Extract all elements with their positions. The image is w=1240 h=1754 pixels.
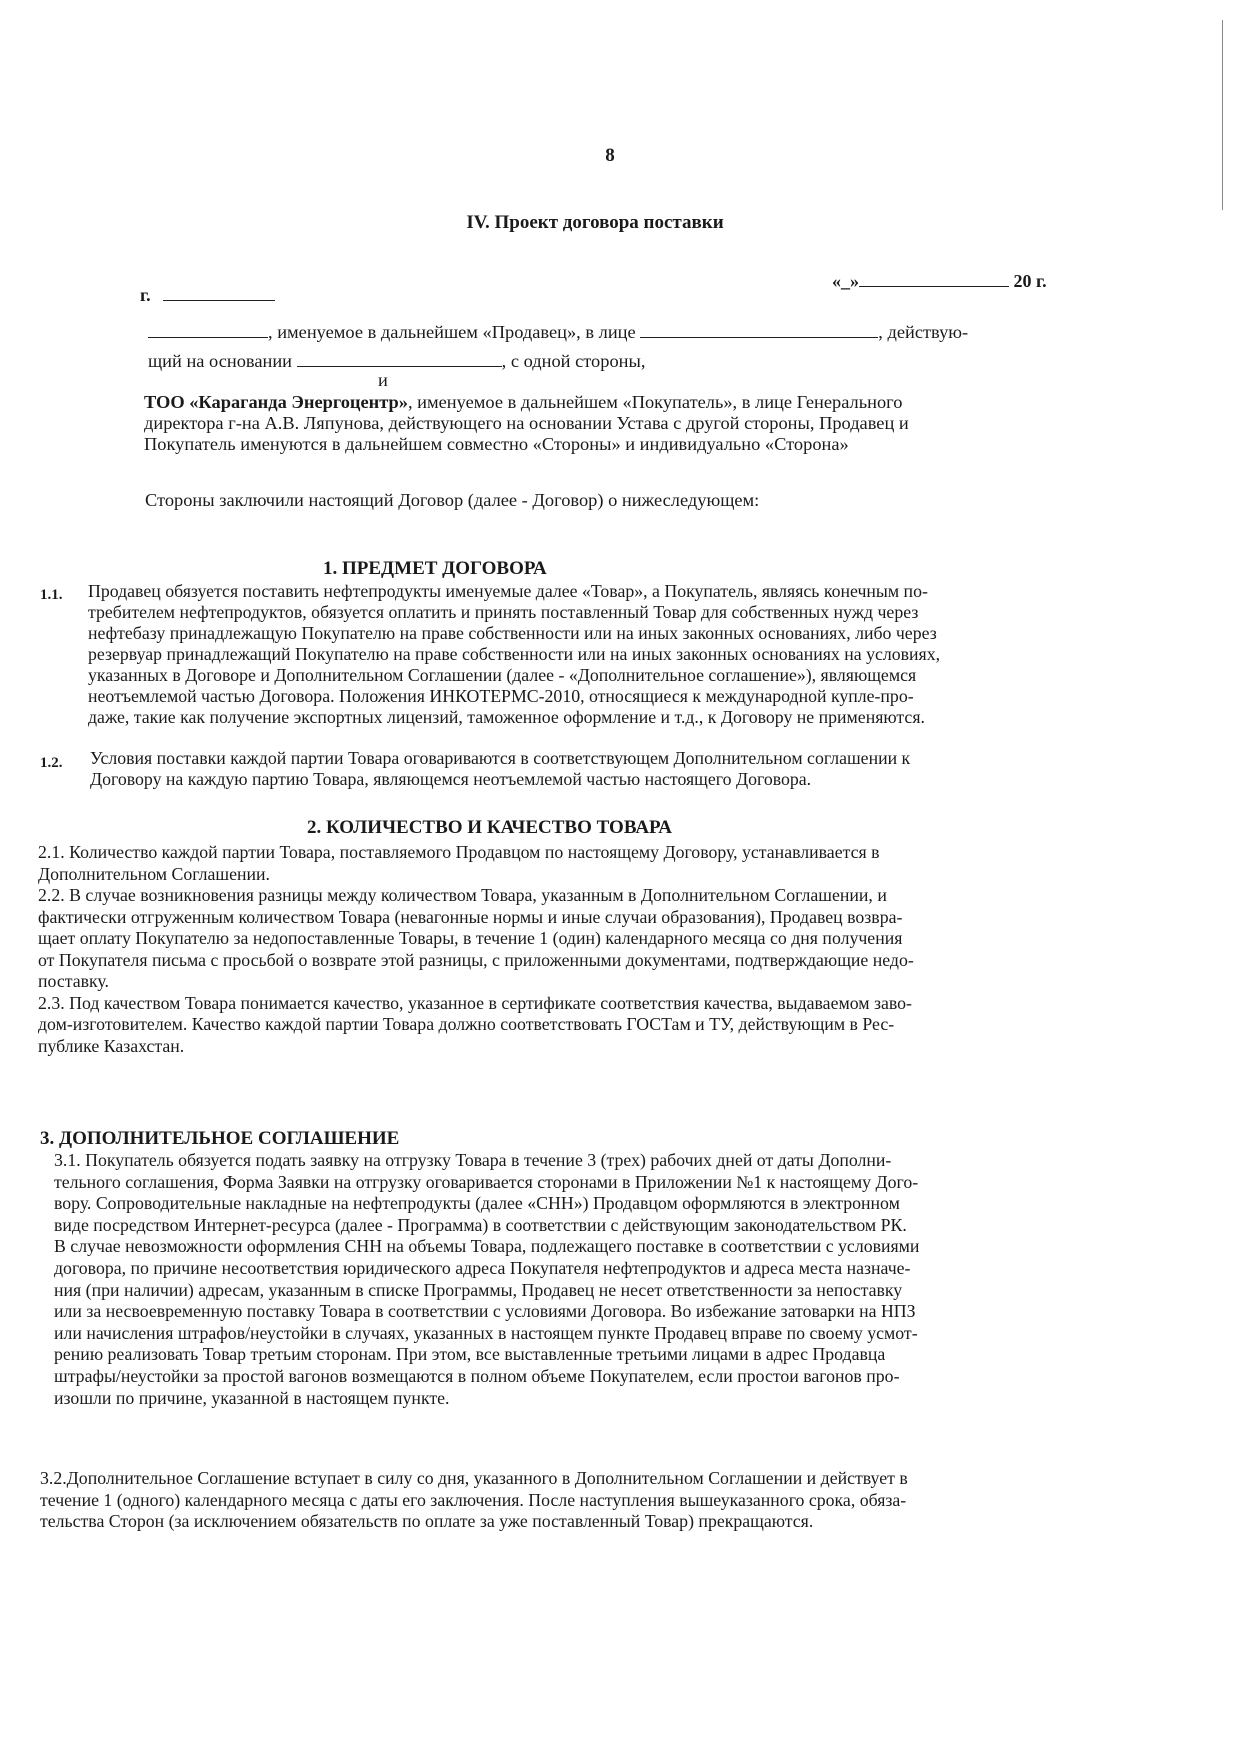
place-blank [163,282,275,301]
buyer-line-2: директора г-на А.В. Ляпунова, действующего на основании Устава с другой стороны, Продавец и [144,413,909,433]
item-1-1-text: Продавец обязуется поставить нефтепродукты именуемые далее «Товар», а Покупатель, являясь конечным по- требителем нефтепродуктов, обязуется оплатить и принять поставленный Товар для собственных нужд через нефтебазу принадлежащую Покупателю на праве собственности или на иных законных основаниях, либо через резервуар принадлежащий Покупателю на праве собственности или на иных законных основаниях на условиях, указанных в Договоре и Дополнительном Соглашении (далее - «Дополнительное соглашение»), являющемся неотъемлемой частью Договора. Положения ИНКОТЕРМС-2010, относящиеся к международной купле-про- даже, такие как получение экспортных лицензий, таможенное оформление и т.д., к Договору не применяются. [88,581,941,727]
section-3-paragraph-2: 3.2.Дополнительное Соглашение вступает в силу со дня, указанного в Дополнительном Соглашении и действует в течение 1 (одного) календарного месяца с даты его заключения. После наступления вышеуказанного срока, обяза- тельства Сторон (за исключением обязательств по оплате за уже поставленный Товар) прекращаются. [40,1468,908,1532]
section-2-text: 2.1. Количество каждой партии Товара, поставляемого Продавцом по настоящему Договору, устанавливается в Дополнительном Соглашении. 2.2. В случае возникновения разницы между количеством Товара, указанным в Дополнительном Соглашении, и фактически отгруженным количеством Товара (невагонные нормы и иные случаи образования), Продавец возвра- щает оплату Покупателю за недопоставленные Товары, в течение 1 (один) календарного месяца со дня получения от Покупателя письма с просьбой о возврате этой разницы, с приложенными документами, подтверждающие недо- поставку. 2.3. Под качеством Товара понимается качество, указанное в сертификате соответствия качества, выдаваемом заво- дом-изготовителем. Качество каждой партии Товара должно соответствовать ГОСТам и ТУ, действующим в Рес- публике Казахстан. [38,842,914,1056]
item-1-2-number: 1.2. [40,755,63,771]
place-field [140,282,275,306]
item-1-2-text: Условия поставки каждой партии Товара оговариваются в соответствующем Дополнительном соглашении к Договору на каждую партию Товара, являющемся неотъемлемой частью настоящего Договора. [90,748,911,789]
buyer-line-1-rest: , именуемое в дальнейшем «Покупатель», в лице Генерального [407,392,903,412]
seller-name-blank [148,319,268,338]
buyer-name: ТОО «Караганда Энергоцентр» [144,392,408,412]
buyer-line-3: Покупатель именуются в дальнейшем совместно «Стороны» и индивидуально «Сторона» [144,434,849,454]
section-1-heading: 1. ПРЕДМЕТ ДОГОВОРА [323,558,547,579]
section-2-heading: 2. КОЛИЧЕСТВО И КАЧЕСТВО ТОВАРА [307,817,672,838]
seller-line: , именуемое в дальнейшем «Продавец», в лице , действую- щий на основании , с одной стороны, [148,319,1098,372]
document-title: IV. Проект договора поставки [466,212,724,233]
basis-blank [297,348,502,367]
and-word: и [378,370,388,390]
section-3-heading: 3. ДОПОЛНИТЕЛЬНОЕ СОГЛАШЕНИЕ [40,1128,400,1149]
date-month-blank [859,268,1009,287]
section-3-paragraph-1: 3.1. Покупатель обязуется подать заявку на отгрузку Товара в течение 3 (трех) рабочих дней от даты Дополни- тельного соглашения, Форма Заявки на отгрузку оговаривается сторонами в Приложении №1 к настоящему Дого- вору. Сопроводительные накладные на нефтепродукты (далее «СНН») Продавцом оформляются в электронном виде посредством Интернет-ресурса (далее - Программа) в соответствии с действующим законодательством РК. В случае невозможности оформления СНН на объемы Товара, подлежащего поставке в соответствии с условиями договора, по причине несоответствия юридического адреса Покупателя нефтепродуктов и адреса места назначе- ния (при наличии) адресам, указанным в списке Программы, Продавец не несет ответственности за непоставку или за несвоевременную поставку Товара в соответствии с условиями Договора. Во избежание затоварки на НПЗ или начисления штрафов/неустойки в случаях, указанных в настоящем пункте Продавец вправе по своему усмот- рению реализовать Товар третьим сторонам. При этом, все выставленные третьими лицами в адрес Продавца штрафы/неустойки за простой вагонов возмещаются в полном объеме Покупателем, если простои вагонов про- изошли по причине, указанной в настоящем пункте. [54,1150,920,1408]
date-day: «_» [832,271,859,291]
date-year: 20 г. [1013,271,1047,291]
date-field [832,268,1047,292]
page-number: 8 [605,145,615,166]
agreement-line: Стороны заключили настоящий Договор (далее - Договор) о нижеследующем: [145,490,760,510]
buyer-paragraph [144,392,1104,455]
scan-edge-mark [1222,20,1223,210]
item-1-1-number: 1.1. [40,587,63,603]
place-prefix: г. [140,285,151,305]
seller-rep-blank [640,319,878,338]
